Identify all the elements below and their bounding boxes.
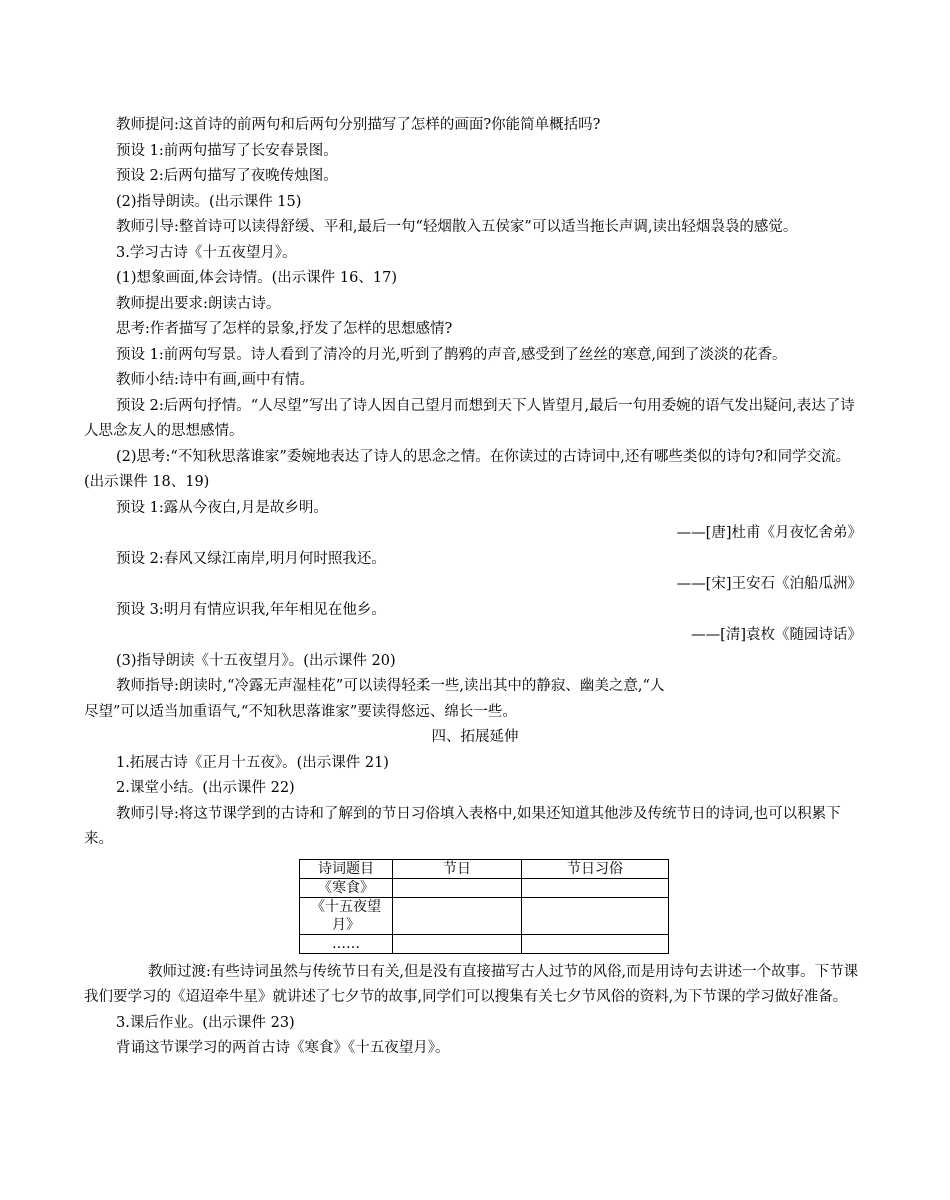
table-cell: 《寒食》 <box>300 878 393 897</box>
paragraph: 3.学习古诗《十五夜望月》。 <box>116 244 297 261</box>
document-page <box>84 113 866 1062</box>
paragraph: (2)思考:“不知秋思落谁家”委婉地表达了诗人的思念之情。在你读过的古诗词中,还有哪些类似的诗句?和同学交流。(出示课件 18、19) <box>84 448 851 490</box>
table-cell <box>393 934 522 953</box>
guide-line-2: 尽望”可以适当加重语气,“不知秋思落谁家”要读得悠远、绵长一些。 <box>84 703 517 720</box>
table-header-cell: 诗词题目 <box>300 859 393 878</box>
table-cell <box>522 897 669 934</box>
table-header-cell: 节日习俗 <box>522 859 669 878</box>
paragraph: 预设 1:前两句描写了长安春景图。 <box>116 142 338 159</box>
paragraph: 预设 2:后两句抒情。“人尽望”写出了诗人因自己望月而想到天下人皆望月,最后一句用委婉的语气发出疑问,表达了诗人思念友人的思想感情。 <box>84 397 855 439</box>
table-row <box>300 897 669 934</box>
paragraph: (1)想象画面,体会诗情。(出示课件 16、17) <box>116 270 397 286</box>
table-cell: …… <box>300 934 393 953</box>
paragraph: (3)指导朗读《十五夜望月》。(出示课件 20) <box>116 652 396 669</box>
table-cell <box>522 934 669 953</box>
guide-line-1: 教师指导:朗读时,“冷露无声湿桂花”可以读得轻柔一些,读出其中的静寂、幽美之意,“人 <box>116 678 665 694</box>
paragraph: 教师小结:诗中有画,画中有情。 <box>116 372 314 388</box>
quote-line: 预设 1:露从今夜白,月是故乡明。 <box>116 499 328 516</box>
quote-source: ——[宋]王安石《泊船瓜洲》 <box>676 576 862 592</box>
quote-line: 预设 3:明月有情应识我,年年相见在他乡。 <box>116 601 386 618</box>
paragraph: 教师引导:将这节课学到的古诗和了解到的节日习俗填入表格中,如果还知道其他涉及传统节日的诗词,也可以积累下来。 <box>84 805 841 847</box>
paragraph: (2)指导朗读。(出示课件 15) <box>116 193 302 210</box>
table-header-cell: 节日 <box>393 859 522 878</box>
table-cell <box>393 878 522 897</box>
paragraph: 3.课后作业。(出示课件 23) <box>116 1014 295 1031</box>
section-title: 四、拓展延伸 <box>431 729 519 745</box>
quote-source: ——[唐]杜甫《月夜忆舍弟》 <box>676 525 862 541</box>
table-row <box>300 878 669 897</box>
table-row <box>300 934 669 953</box>
paragraph: 思考:作者描写了怎样的景象,抒发了怎样的思想感情? <box>116 321 453 337</box>
paragraph: 预设 2:后两句描写了夜晚传烛图。 <box>116 168 338 184</box>
paragraph: 1.拓展古诗《正月十五夜》。(出示课件 21) <box>116 754 389 771</box>
table-cell: 《十五夜望月》 <box>300 897 393 934</box>
table-cell <box>393 897 522 934</box>
table-cell <box>522 878 669 897</box>
quote-source: ——[清]袁枚《随园诗话》 <box>691 627 862 643</box>
paragraph: 教师引导:整首诗可以读得舒缓、平和,最后一句“轻烟散入五侯家”可以适当拖长声调,读出轻烟袅袅的感觉。 <box>116 219 798 235</box>
quote-line: 预设 2:春风又绿江南岸,明月何时照我还。 <box>116 550 386 567</box>
paragraph: 预设 1:前两句写景。诗人看到了清冷的月光,听到了鹊鸦的声音,感受到了丝丝的寒意,闻到了淡淡的花香。 <box>116 346 787 363</box>
paragraph: 教师提问:这首诗的前两句和后两句分别描写了怎样的画面?你能简单概括吗? <box>116 117 601 133</box>
transition-paragraph: 教师过渡:有些诗词虽然与传统节日有关,但是没有直接描写古人过节的风俗,而是用诗句去讲述一个故事。下节课我们要学习的《迢迢牵牛星》就讲述了七夕节的故事,同学们可以搜集有关七夕节风俗的资料,为下节课的学习做好准备。 <box>84 963 859 1005</box>
paragraph: 教师提出要求:朗读古诗。 <box>116 295 281 312</box>
paragraph: 2.课堂小结。(出示课件 22) <box>116 780 295 796</box>
table-header-row <box>300 859 669 878</box>
festival-table <box>299 859 669 954</box>
paragraph: 背诵这节课学习的两首古诗《寒食》《十五夜望月》。 <box>116 1040 450 1056</box>
festival-table-wrapper <box>84 859 866 954</box>
